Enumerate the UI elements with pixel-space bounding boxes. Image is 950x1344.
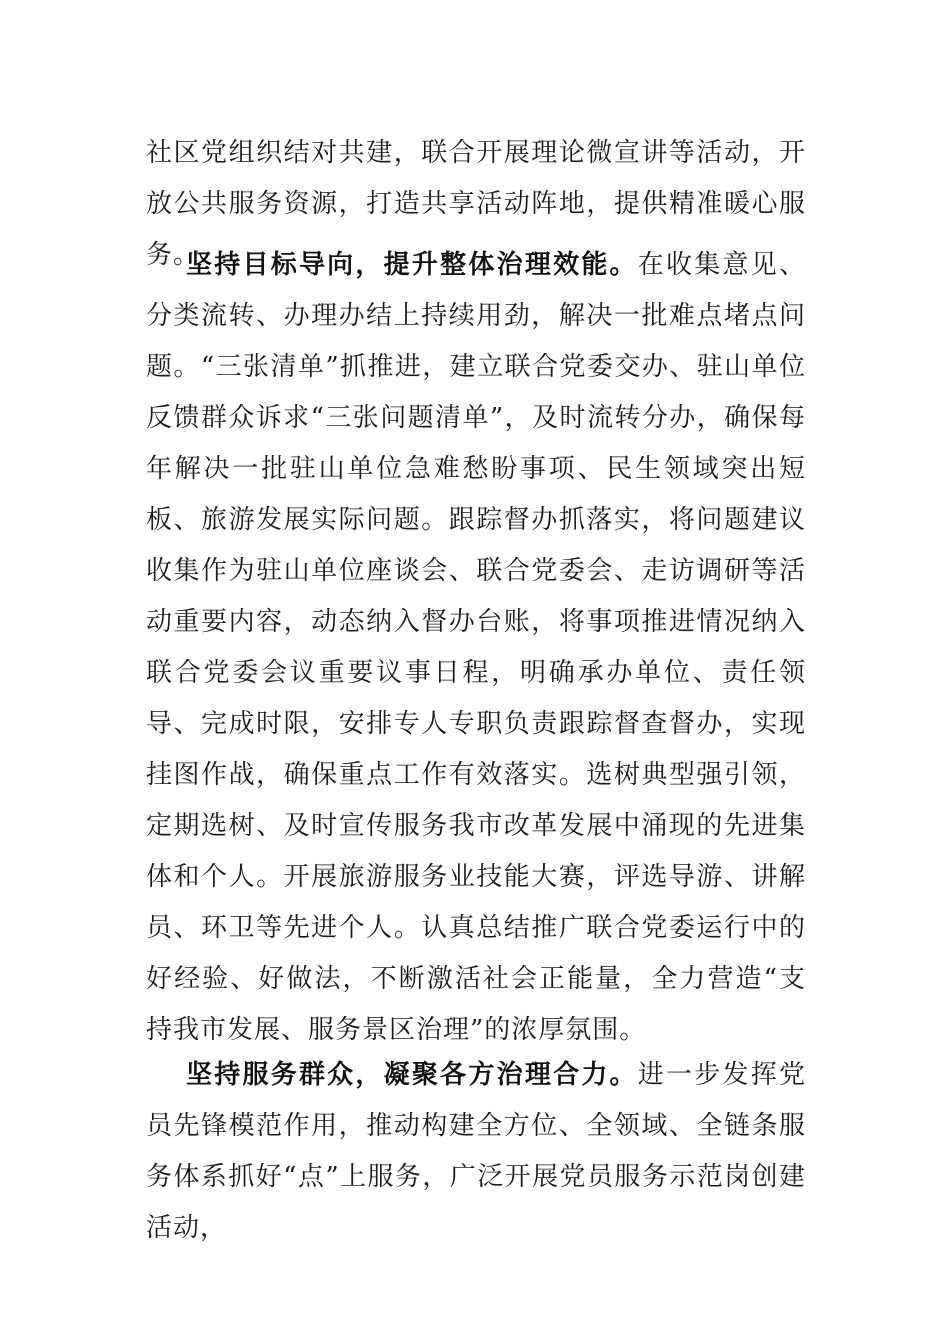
paragraph-serve-masses (146, 1050, 806, 1254)
paragraph-heading: 坚持目标导向，提升整体治理效能。 (186, 250, 638, 280)
paragraph-text: 在收集意见、分类流转、办理办结上持续用劲，解决一批难点堵点问题。“三张清单”抓推进，建立联合党委交办、驻山单位反馈群众诉求“三张问题清单”，及时流转分办，确保每年解决一批驻山单位急难愁盼事项、民生领域突出短板、旅游发展实际问题。跟踪督办抓落实，将问题建议收集作为驻山单位座谈会、联合党委会、走访调研等活动重要内容，动态纳入督办台账，将事项推进情况纳入联合党委会议重要议事日程，明确承办单位、责任领导、完成时限，安排专人专职负责跟踪督查督办，实现挂图作战，确保重点工作有效落实。选树典型强引领，定期选树、及时宣传服务我市改革发展中涌现的先进集体和个人。开展旅游服务业技能大赛，评选导游、讲解员、环卫等先进个人。认真总结推广联合党委运行中的好经验、好做法，不断激活社会正能量，全力营造“支持我市发展、服务景区治理”的浓厚氛围。 (146, 250, 806, 1045)
paragraph-heading: 坚持服务群众，凝聚各方治理合力。 (186, 1060, 638, 1090)
paragraph-goal-orientation (146, 240, 806, 1056)
paragraph-text: 社区党组织结对共建，联合开展理论微宣讲等活动，开放公共服务资源，打造共享活动阵地，提供精准暖心服务。 (146, 138, 806, 270)
paragraph-text: 进一步发挥党员先锋模范作用，推动构建全方位、全领域、全链条服务体系抓好“点”上服务，广泛开展党员服务示范岗创建活动， (146, 1060, 806, 1243)
